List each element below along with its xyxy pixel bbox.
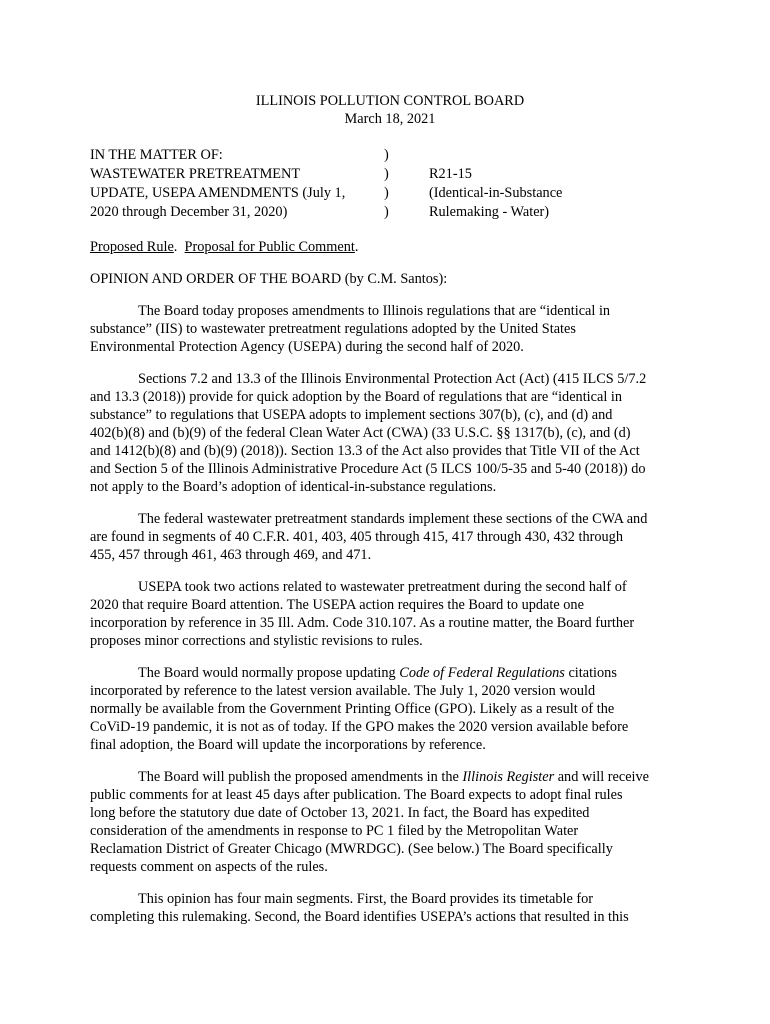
paragraph-line: Reclamation District of Greater Chicago (MWRDGC). (See below.) The Board specifically — [90, 841, 613, 857]
paragraph-line: completing this rulemaking. Second, the Board identifies USEPA’s actions that resulted in this — [90, 909, 629, 925]
document-date: March 18, 2021 — [344, 111, 436, 127]
paragraph-line: requests comment on aspects of the rules. — [90, 859, 328, 875]
paragraph-line: The Board today proposes amendments to Illinois regulations that are “identical in — [138, 303, 611, 319]
rule-separator: . — [173, 239, 185, 255]
paragraph-line: 2020 that require Board attention. The USEPA action requires the Board to update one — [90, 597, 584, 613]
paragraph-line: The federal wastewater pretreatment standards implement these sections of the CWA and — [138, 511, 648, 527]
paragraph-3 — [90, 510, 690, 564]
caption-paren: ) — [384, 166, 389, 182]
cfr-title: Code of Federal Regulations — [399, 665, 565, 681]
paragraph-line — [90, 768, 690, 786]
caption-left-line: 2020 through December 31, 2020) — [90, 204, 288, 220]
paragraph-6 — [90, 768, 690, 876]
paragraph-7 — [90, 890, 690, 926]
paragraph-line: and 1412(b)(8) and (b)(9) (2018)). Section 13.3 of the Act also provides that Title VII of the Act — [90, 443, 640, 459]
caption-paren: ) — [384, 204, 389, 220]
paragraph-4 — [90, 578, 690, 650]
paragraph-line: final adoption, the Board will update the incorporations by reference. — [90, 737, 486, 753]
paragraph-line: proposes minor corrections and stylistic revisions to rules. — [90, 633, 423, 649]
rule-type-line — [90, 238, 690, 256]
paragraph-line: incorporated by reference to the latest version available. The July 1, 2020 version would — [90, 683, 596, 699]
paragraph-line: public comments for at least 45 days after publication. The Board expects to adopt final rules — [90, 787, 623, 803]
paragraph-line: 402(b)(8) and (b)(9) of the federal Clean Water Act (CWA) (33 U.S.C. §§ 1317(b), (c), and (d) — [90, 425, 631, 441]
caption-parens — [384, 146, 429, 222]
text-run: The Board would normally propose updating — [138, 665, 400, 681]
paragraph-line: are found in segments of 40 C.F.R. 401, 403, 405 through 415, 417 through 430, 432 through — [90, 529, 623, 545]
publication-title: Illinois Register — [462, 769, 555, 785]
caption-left-line: IN THE MATTER OF: — [90, 147, 223, 163]
caption-left — [90, 146, 384, 222]
board-name: ILLINOIS POLLUTION CONTROL BOARD — [255, 93, 525, 109]
caption-right — [429, 146, 690, 222]
docket-number: R21-15 — [429, 166, 472, 182]
caption-paren: ) — [384, 185, 389, 201]
opinion-title: OPINION AND ORDER OF THE BOARD (by C.M. Santos): — [90, 271, 448, 287]
paragraph-5 — [90, 664, 690, 754]
text-run: and will receive — [554, 769, 650, 785]
public-comment-label: Proposal for Public Comment — [184, 239, 355, 255]
document-page — [90, 92, 690, 926]
paragraph-line: substance” to regulations that USEPA adopts to implement sections 307(b), (c), and (d) and — [90, 407, 613, 423]
text-run: citations — [564, 665, 617, 681]
paragraph-1 — [90, 302, 690, 356]
paragraph-line — [90, 664, 690, 682]
paragraph-line: Sections 7.2 and 13.3 of the Illinois Environmental Protection Act (Act) (415 ILCS 5/7.2 — [138, 371, 647, 387]
paragraph-line: substance” (IIS) to wastewater pretreatment regulations adopted by the United States — [90, 321, 576, 337]
paragraph-line: not apply to the Board’s adoption of identical-in-substance regulations. — [90, 479, 497, 495]
paragraph-line: normally be available from the Government Printing Office (GPO). Likely as a result of the — [90, 701, 615, 717]
paragraph-line: Environmental Protection Agency (USEPA) during the second half of 2020. — [90, 339, 524, 355]
paragraph-line: 455, 457 through 461, 463 through 469, and 471. — [90, 547, 372, 563]
paragraph-line: CoViD-19 pandemic, it is not as of today. If the GPO makes the 2020 version available before — [90, 719, 629, 735]
caption-right-line: Rulemaking - Water) — [429, 204, 550, 220]
paragraph-line: and Section 5 of the Illinois Administrative Procedure Act (5 ILCS 100/5-35 and 5-40 (2018)) do — [90, 461, 646, 477]
rule-end: . — [354, 239, 359, 255]
caption-left-line: WASTEWATER PRETREATMENT — [90, 166, 301, 182]
caption-left-line: UPDATE, USEPA AMENDMENTS (July 1, — [90, 185, 346, 201]
paragraph-line: incorporation by reference in 35 Ill. Adm. Code 310.107. As a routine matter, the Board further — [90, 615, 635, 631]
paragraph-line: USEPA took two actions related to wastewater pretreatment during the second half of — [138, 579, 627, 595]
text-run: The Board will publish the proposed amendments in the — [138, 769, 463, 785]
caption-paren: ) — [384, 147, 389, 163]
paragraph-line: This opinion has four main segments. First, the Board provides its timetable for — [138, 891, 594, 907]
case-caption — [90, 146, 690, 222]
paragraph-line: long before the statutory due date of October 13, 2021. In fact, the Board has expedited — [90, 805, 590, 821]
paragraph-2 — [90, 370, 690, 496]
paragraph-line: consideration of the amendments in response to PC 1 filed by the Metropolitan Water — [90, 823, 579, 839]
caption-right-line — [429, 146, 690, 165]
paragraph-line: and 13.3 (2018)) provide for quick adoption by the Board of regulations that are “identical in — [90, 389, 623, 405]
proposed-rule-label: Proposed Rule — [90, 239, 174, 255]
document-header — [90, 92, 690, 128]
caption-right-line: (Identical-in-Substance — [429, 185, 563, 201]
